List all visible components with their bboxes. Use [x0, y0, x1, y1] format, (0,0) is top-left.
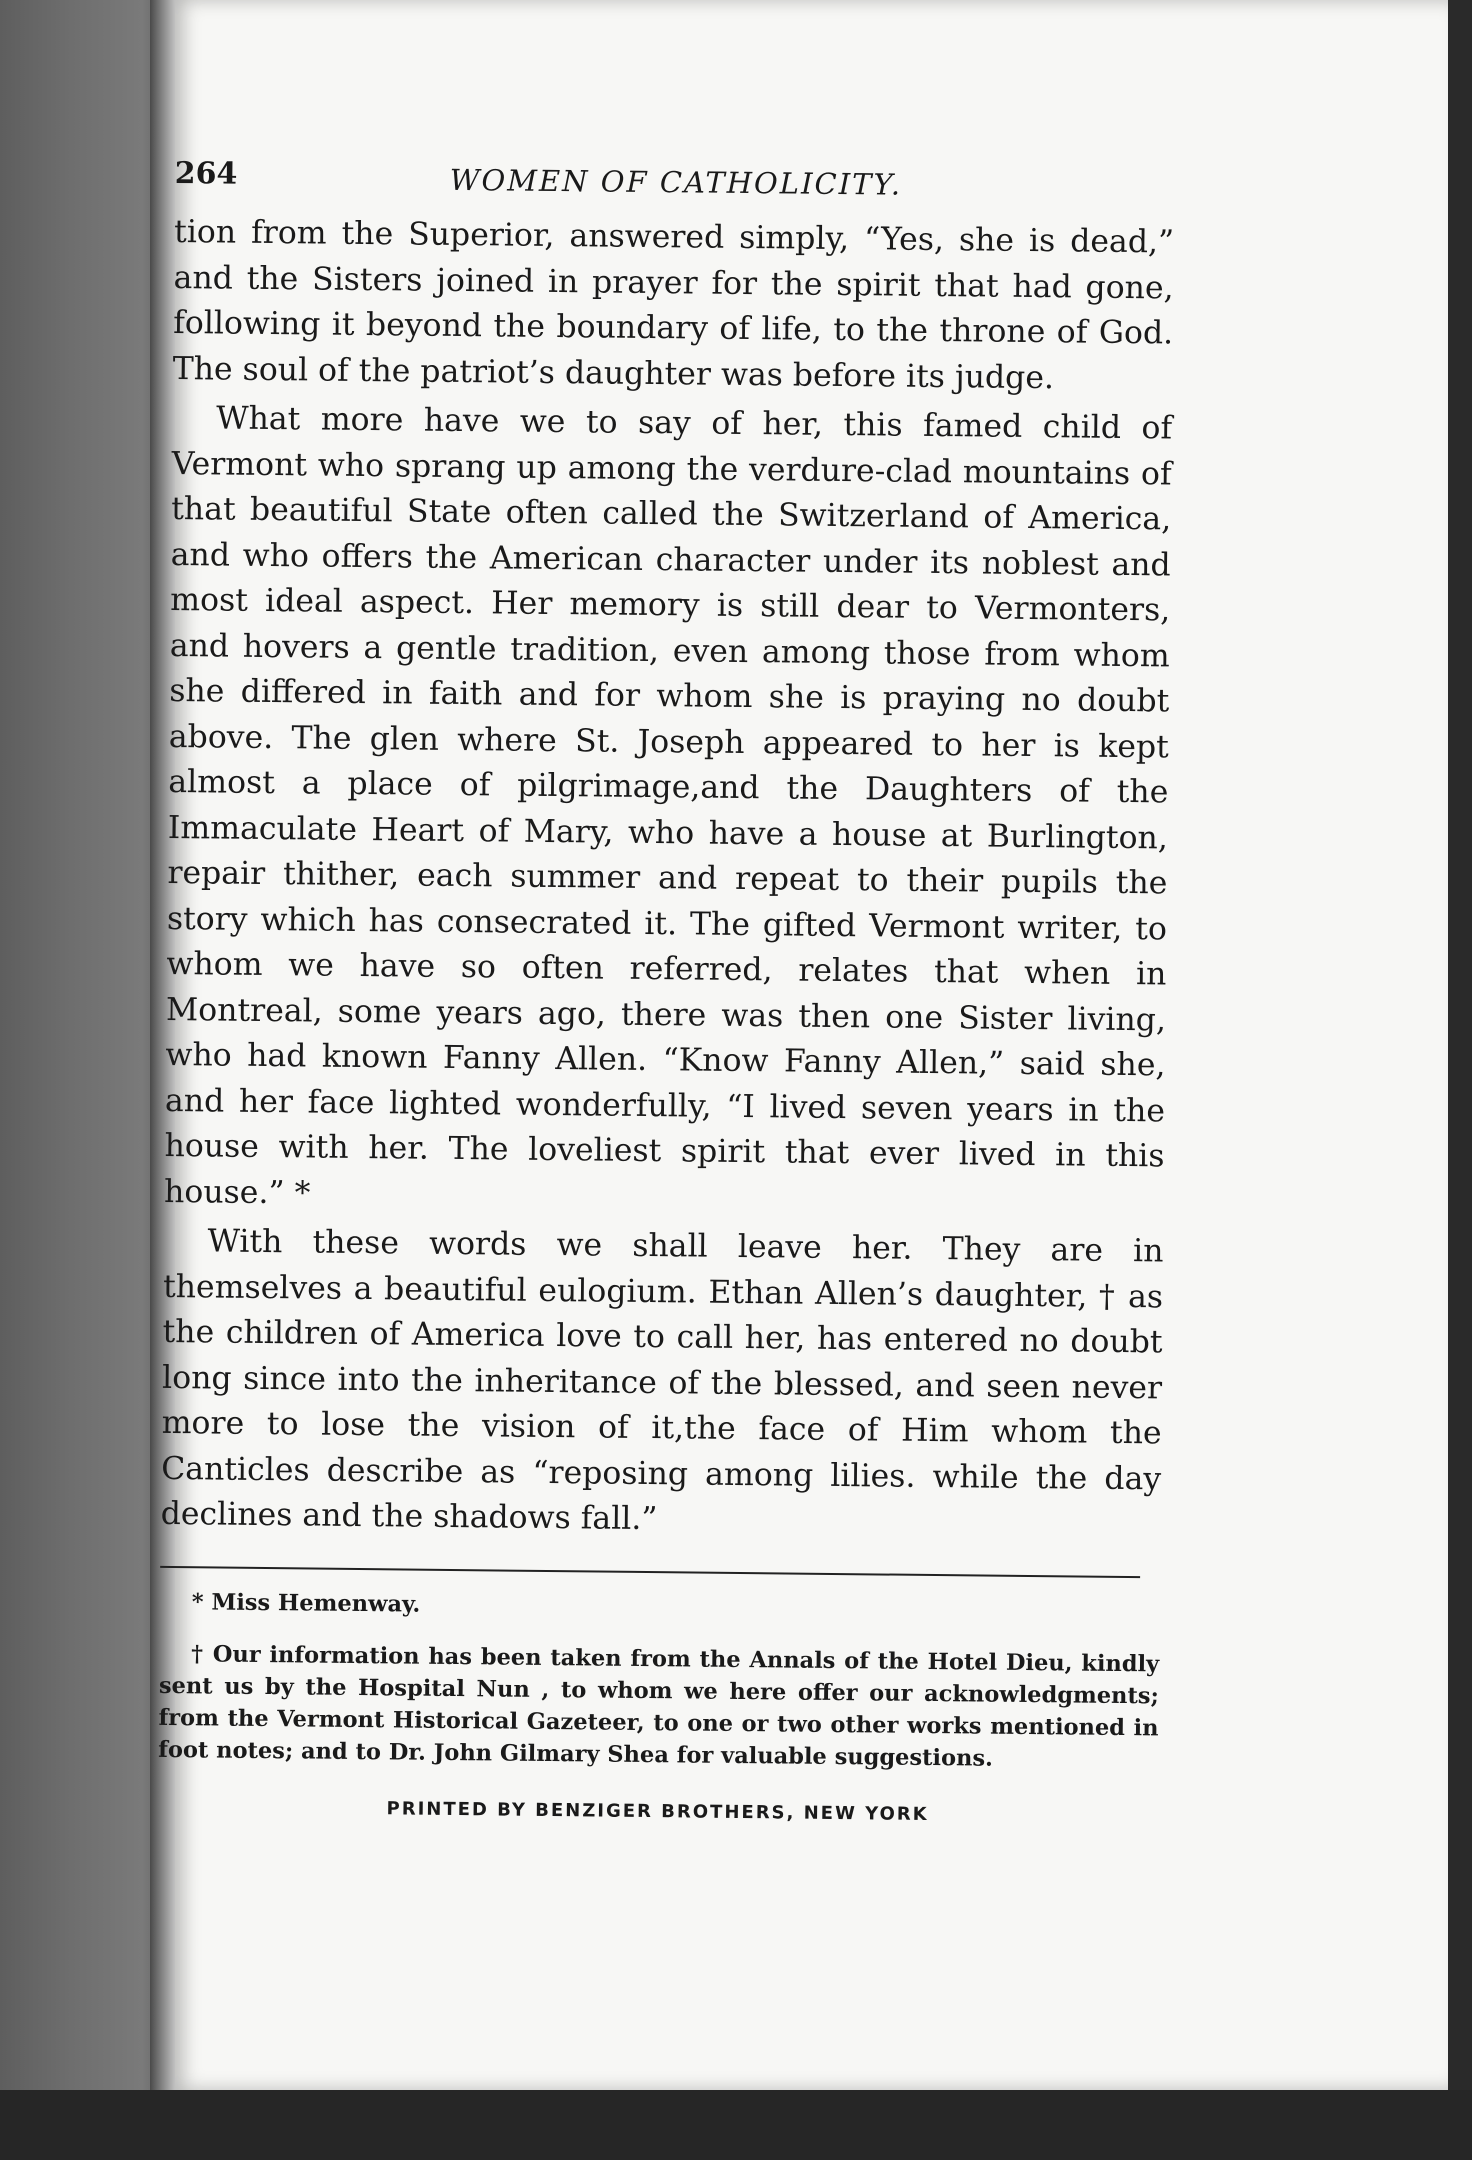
body-paragraph-3: With these words we shall leave her. They are in themselves a beautiful eulogium. Ethan Allen’s daughter, † as the children of America love to call her, has entered no doubt long since into the inheritance of the blessed, and seen never more to lose the vision of it,the face of Him whom the Canticles describe as “reposing among lilies. while the day declines and the shadows fall.” [160, 1223, 1164, 1538]
footnote-2: † Our information has been taken from the Annals of the Hotel Dieu, kindly sent us by the Hospital Nun , to whom we here offer our acknowledgments; from the Vermont Historical Gazeteer, to one or two other works mentioned in foot notes; and to Dr. John Gilmary Shea for valuable suggestions. [158, 1640, 1160, 1772]
page-content [158, 150, 1175, 1827]
body-paragraph-1: tion from the Superior, answered simply, “Yes, she is dead,” and the Sisters joined in prayer for the spirit that had gone, following it beyond the boundary of life, to the throne of God. The soul of the patriot’s daughter was before its judge. [172, 213, 1175, 396]
footnote-1: * Miss Hemenway. [191, 1588, 421, 1618]
printer-imprint: PRINTED BY BENZIGER BROTHERS, NEW YORK [386, 1797, 929, 1825]
body-paragraph-2: What more have we to say of her, this famed child of Vermont who sprang up among the verdure-clad mountains of that beautiful State often called the Switzerland of America, and who offers the American character under its noblest and most ideal aspect. Her memory is still dear to Vermonters, and hovers a gentle tradition, even among those from whom she differed in faith and for whom she is praying no doubt above. The glen where St. Joseph appeared to her is kept almost a place of pilgrimage,and the Daughters of the Immaculate Heart of Mary, who have a house at Burlington, repair thither, each summer and repeat to their pupils the story which has consecrated it. The gifted Vermont writer, to whom we have so often referred, relates that when in Montreal, some years ago, there was then one Sister living, who had known Fanny Allen. “Know Fanny Allen,” said she, and her face lighted wonderfully, “I lived seven years in the house with her. The loveliest spirit that ever lived in this house.” * [163, 400, 1173, 1211]
bottom-scan-border [0, 2090, 1472, 2160]
page-number: 264 [174, 155, 238, 192]
running-head [174, 150, 1175, 220]
footnote-rule [160, 1565, 1140, 1577]
right-scan-border [1448, 0, 1472, 2160]
running-title: WOMEN OF CATHOLICITY. [449, 162, 903, 202]
